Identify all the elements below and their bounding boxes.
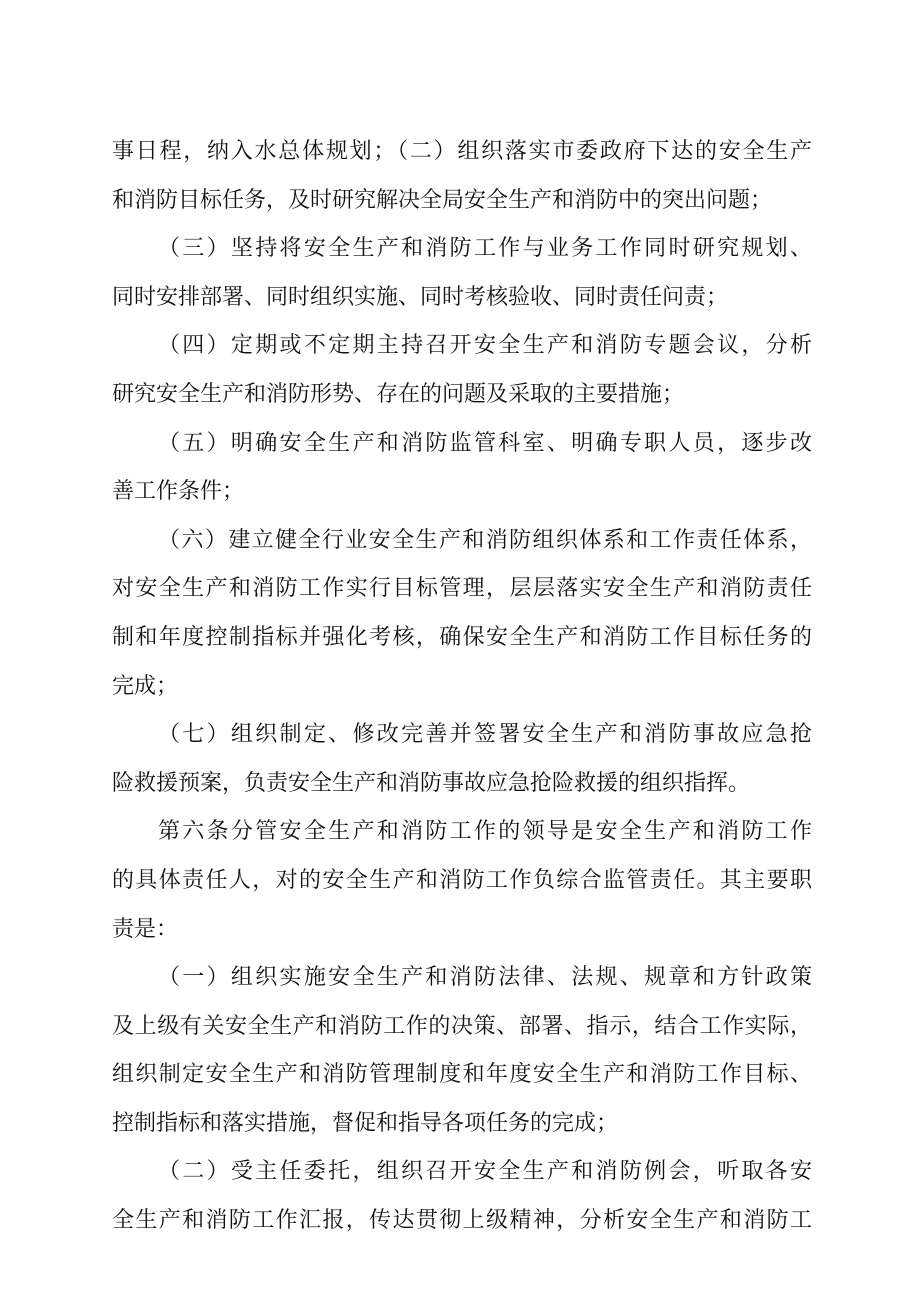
text-line: 全生产和消防工作汇报，传达贯彻上级精神，分析安全生产和消防工 [112,1208,812,1234]
text-line: 控制指标和落实措施，督促和指导各项任务的完成； [112,1110,619,1136]
text-line: 同时安排部署、同时组织实施、同时考核验收、同时责任问责； [112,284,729,310]
text-line: （四）定期或不定期主持召开安全生产和消防专题会议，分析 [158,333,812,359]
text-line: 制和年度控制指标并强化考核，确保安全生产和消防工作目标任务的 [112,624,812,650]
text-line: 组织制定安全生产和消防管理制度和年度安全生产和消防工作目标、 [112,1062,812,1088]
text-line: （一）组织实施安全生产和消防法律、法规、规章和方针政策 [158,965,812,991]
text-line: （六）建立健全行业安全生产和消防组织体系和工作责任体系， [158,527,812,553]
text-line: （二）受主任委托，组织召开安全生产和消防例会，听取各安 [158,1159,812,1185]
text-line: （七）组织制定、修改完善并签署安全生产和消防事故应急抢 [158,722,812,748]
text-line: 责是： [112,916,179,942]
text-line: 完成； [112,673,179,699]
text-line: 善工作条件； [112,479,245,505]
text-line: 险救援预案，负责安全生产和消防事故应急抢险救援的组织指挥。 [112,770,751,796]
text-line: 事日程，纳入水总体规划；（二）组织落实市委政府下达的安全生产 [112,139,812,164]
text-line: 的具体责任人，对的安全生产和消防工作负综合监管责任。其主要职 [112,867,812,893]
document-body [112,128,812,1246]
text-line: 及上级有关安全生产和消防工作的决策、部署、指示，结合工作实际， [112,1013,812,1039]
text-line: 对安全生产和消防工作实行目标管理，层层落实安全生产和消防责任 [112,576,812,602]
text-line: 研究安全生产和消防形势、存在的问题及采取的主要措施； [112,381,685,407]
text-line: 和消防目标任务，及时研究解决全局安全生产和消防中的突出问题； [112,187,773,213]
text-line: （五）明确安全生产和消防监管科室、明确专职人员，逐步改 [158,430,812,456]
text-line: （三）坚持将安全生产和消防工作与业务工作同时研究规划、 [158,236,812,262]
text-line: 第六条分管安全生产和消防工作的领导是安全生产和消防工作 [158,819,812,845]
